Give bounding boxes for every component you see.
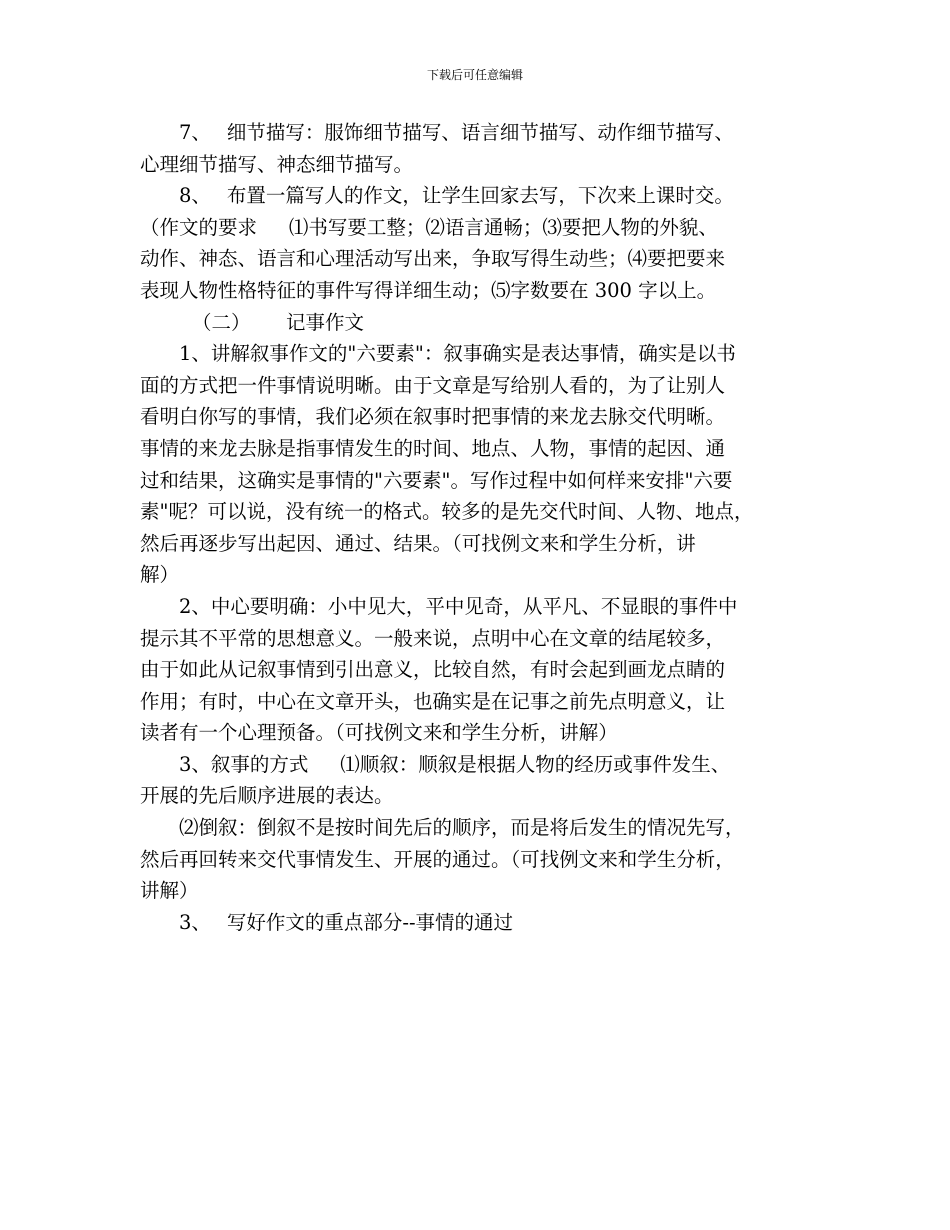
text-line: 7、 细节描写：服饰细节描写、语言细节描写、动作细节描写、 — [179, 121, 734, 144]
text-line: 然后再回转来交代事情发生、开展的通过。（可找例文来和学生分析， — [140, 847, 735, 871]
text-line: ⑵倒叙：倒叙不是按时间先后的顺序，而是将后发生的情况先写， — [179, 816, 745, 840]
text-line: 2、中心要明确：小中见大，平中见奇，从平凡、不显眼的事件中 — [179, 594, 738, 618]
text-line: 1、讲解叙事作文的"六要素"：叙事确实是表达事情，确实是以书 — [179, 342, 736, 366]
text-line: 8、 布置一篇写人的作文，让学生回家去写，下次来上课时交。 — [179, 184, 734, 208]
text-line: 心理细节描写、神态细节描写。 — [140, 152, 414, 176]
text-line: 看明白你写的事情，我们必须在叙事时把事情的来龙去脉交代明晰。 — [140, 405, 726, 429]
text-line: 面的方式把一件事情说明晰。由于文章是写给别人看的，为了让别人 — [140, 373, 726, 397]
text-line: （作文的要求 ⑴书写要工整；⑵语言通畅；⑶要把人物的外貌、 — [140, 215, 718, 239]
text-line: 表现人物性格特征的事件写得详细生动；⑸字数要在 300 字以上。 — [140, 278, 717, 302]
text-line: 读者有一个心理预备。（可找例文来和学生分析，讲解） — [140, 721, 618, 745]
document-body — [140, 117, 832, 938]
text-line: 开展的先后顺序进展的表达。 — [140, 784, 394, 808]
text-line: 由于如此从记叙事情到引出意义，比较自然，有时会起到画龙点睛的 — [140, 658, 726, 682]
text-line: 事情的来龙去脉是指事情发生的时间、地点、人物，事情的起因、通 — [140, 436, 726, 460]
text-line: 素"呢？可以说，没有统一的格式。较多的是先交代时间、人物、地点， — [140, 500, 754, 524]
section-heading: （二） 记事作文 — [192, 310, 364, 334]
text-line: 提示其不平常的思想意义。一般来说，点明中心在文章的结尾较多， — [140, 626, 726, 650]
text-line: 作用；有时，中心在文章开头，也确实是在记事之前先点明意义，让 — [140, 689, 726, 713]
text-line: 讲解） — [140, 879, 199, 903]
text-line: 动作、神态、语言和心理活动写出来，争取写得生动些；⑷要把要来 — [140, 247, 726, 271]
text-line: 解） — [140, 563, 180, 587]
text-line: 然后再逐步写出起因、通过、结果。（可找例文来和学生分析，讲 — [140, 531, 696, 555]
text-line: 过和结果，这确实是事情的"六要素"。写作过程中如何样来安排"六要 — [140, 468, 733, 492]
text-line: 3、 写好作文的重点部分--事情的通过 — [179, 910, 514, 934]
page-header: 下载后可任意编辑 — [426, 68, 523, 82]
text-line: 3、叙事的方式 ⑴顺叙：顺叙是根据人物的经历或事件发生、 — [179, 752, 731, 776]
